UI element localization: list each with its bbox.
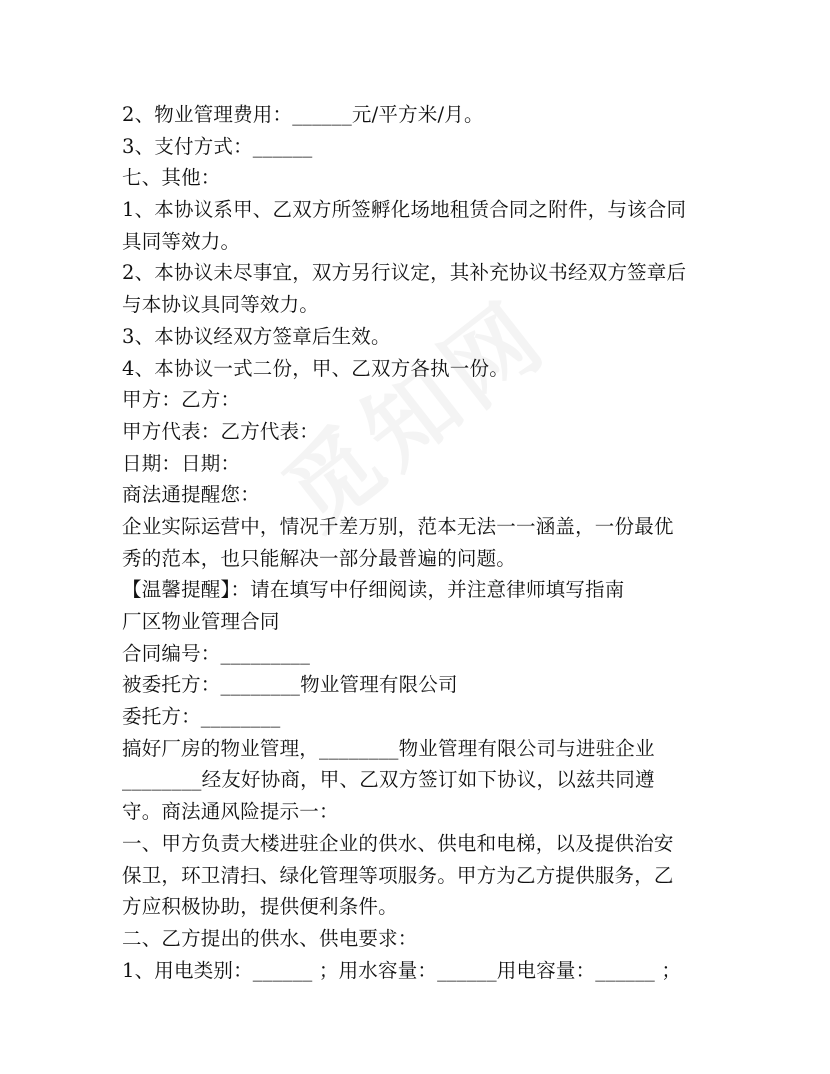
text-line: 与本协议具同等效力。: [122, 293, 320, 317]
text-line: 秀的范本，也只能解决一部分最普遍的问题。: [122, 546, 517, 570]
text-line: 甲方：乙方：: [122, 388, 241, 412]
text-line: 商法通提醒您：: [122, 483, 260, 507]
text-line: 4、本协议一式二份，甲、乙双方各执一份。: [122, 356, 509, 380]
text-line: 具同等效力。: [122, 229, 241, 253]
text-line: 【温馨提醒】：请在填写中仔细阅读，并注意律师填写指南: [122, 578, 625, 602]
text-line: 七、其他：: [122, 166, 221, 190]
text-line: 甲方代表：乙方代表：: [122, 419, 320, 443]
text-line: 1、用电类别：______ ；用水容量：______用电容量：______ ；: [122, 958, 682, 982]
text-line: 保卫，环卫清扫、绿化管理等项服务。甲方为乙方提供服务，乙: [122, 863, 674, 887]
text-line: 委托方：________: [122, 705, 281, 729]
text-line: 合同编号：_________: [122, 641, 311, 665]
text-line: 2、物业管理费用：______元/平方米/月。: [122, 103, 484, 126]
text-line: 被委托方：________物业管理有限公司: [122, 673, 458, 697]
text-line: 方应积极协助，提供便利条件。: [122, 895, 398, 919]
text-line: 1、本协议系甲、乙双方所签孵化场地租赁合同之附件，与该合同: [122, 198, 687, 222]
text-line: 企业实际运营中，情况千差万别，范本无法一一涵盖，一份最优: [122, 514, 674, 538]
text-line: 3、本协议经双方签章后生效。: [122, 324, 391, 348]
text-line: 守。商法通风险提示一：: [122, 800, 339, 824]
text-line: 一、甲方负责大楼进驻企业的供水、供电和电梯，以及提供治安: [122, 831, 674, 855]
text-line: 2、本协议未尽事宜，双方另行议定，其补充协议书经双方签章后: [122, 261, 687, 285]
document-body: [122, 99, 712, 986]
text-line: 3、支付方式：______: [122, 134, 313, 158]
text-line: 厂区物业管理合同: [122, 610, 280, 633]
text-line: 日期：日期：: [122, 451, 241, 475]
text-line: 二、乙方提出的供水、供电要求：: [122, 926, 418, 950]
text-line: 搞好厂房的物业管理，________物业管理有限公司与进驻企业: [122, 736, 655, 760]
text-line: ________经友好协商，甲、乙双方签订如下协议，以兹共同遵: [122, 768, 655, 792]
